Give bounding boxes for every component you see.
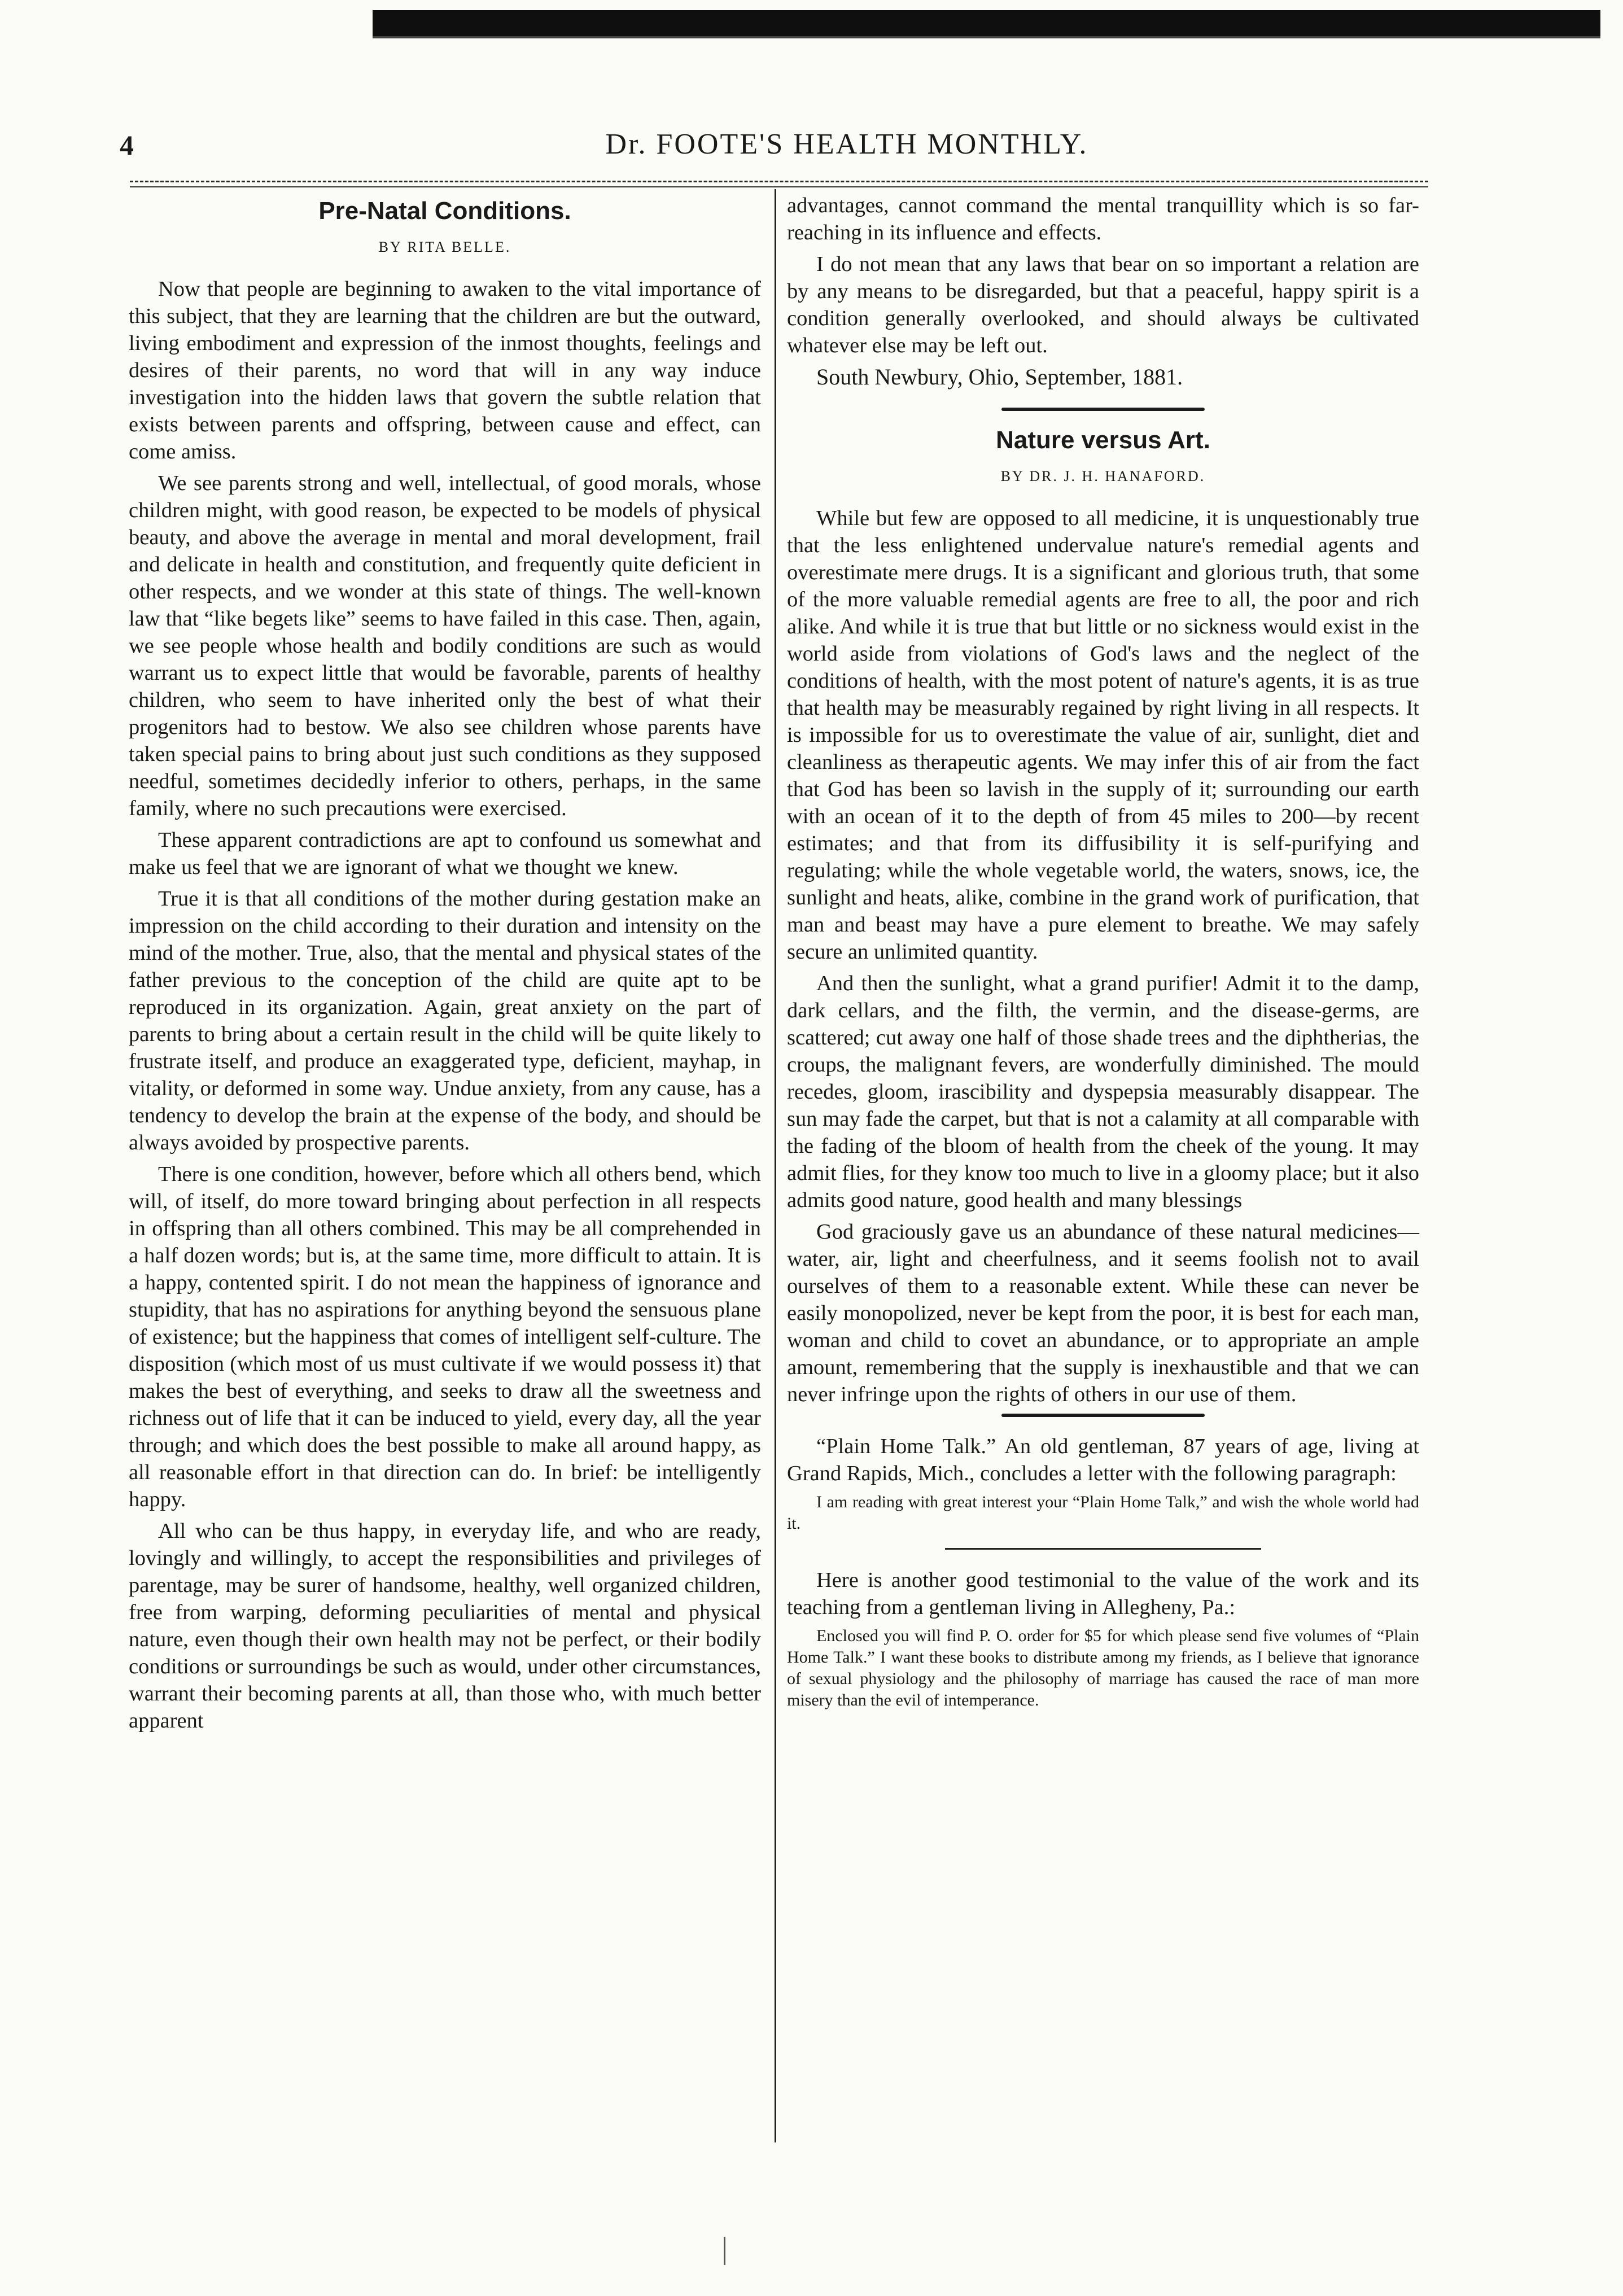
top-rule	[373, 36, 1600, 38]
header-dashed-rule	[130, 181, 1428, 182]
paragraph: These apparent contradictions are apt to confound us somewhat and make us feel that we are ignorant of what we thought we knew.	[129, 828, 761, 879]
paragraph: I do not mean that any laws that bear on so important a relation are by any means to be disregarded, but that a peaceful, happy spirit is a condition generally overlooked, and should always be cultivated whatever else may be left out.	[787, 252, 1419, 357]
note-paragraph: “Plain Home Talk.” An old gentleman, 87 years of age, living at Grand Rapids, Mich., concludes a letter with the following paragraph:	[787, 1435, 1419, 1485]
page-number: 4	[120, 129, 134, 161]
paragraph: And then the sunlight, what a grand purifier! Admit it to the damp, dark cellars, and the filth, the vermin, and the disease-germs, are scattered; cut away one half of those shade trees and the diphtherias, the croups, the malignant fevers, are wonderfully diminished. The mould recedes, gloom, irascibility and dyspepsia measurably disappear. The sun may fade the carpet, but that is not a calamity at all comparable with the fading of the bloom of health from the cheek of the young. It may admit flies, for they know too much to live in a gloomy place; but it also admits good nature, good health and many blessings	[787, 972, 1419, 1212]
paragraph: True it is that all conditions of the mother during gestation make an impression on the child according to their duration and intensity on the mind of the mother. True, also, that the mental and physical states of the father previous to the conception of the child are quite apt to be reproduced in its organization. Again, great anxiety on the part of parents to bring about a certain result in the child will be quite likely to frustrate itself, and produce an exaggerated type, deficient, mayhap, in vitality, or deformed in some way. Undue anxiety, from any cause, has a tendency to develop the brain at the expense of the body, and should be always avoided by prospective parents.	[129, 887, 761, 1154]
article-byline-prenatal: BY RITA BELLE.	[378, 239, 511, 255]
quoted-letter: Enclosed you will find P. O. order for $5 for which please send five volumes of “Plain Home Talk.” I want these books to distribute among my friends, as I believe that ignorance of sexual physiology and the philosophy of marriage has caused the race of man more misery than the evil of intemperance.	[787, 1626, 1419, 1709]
header-solid-rule	[130, 186, 1428, 187]
article-title-prenatal: Pre-Natal Conditions.	[318, 197, 571, 225]
right-column	[787, 192, 1419, 1716]
note-paragraph: Here is another good testimonial to the value of the work and its teaching from a gentleman living in Allegheny, Pa.:	[787, 1568, 1419, 1619]
article-title-nature: Nature versus Art.	[996, 426, 1210, 454]
top-black-bar	[373, 10, 1600, 36]
left-column	[129, 192, 761, 1739]
dateline: South Newbury, Ohio, September, 1881.	[816, 364, 1183, 390]
paragraph: While but few are opposed to all medicine, it is unquestionably true that the less enlightened undervalue nature's remedial agents and overestimate mere drugs. It is a significant and glorious truth, that some of the more valuable remedial agents are free to all, the poor and rich alike. And while it is true that but little or no sickness would exist in the world aside from violations of God's laws and the neglect of the conditions of health, with the most potent of nature's agents, it is as true that health may be measurably regained by right living in all respects. It is impossible for us to overestimate the value of air, sunlight, diet and cleanliness as therapeutic agents. We may infer this of air from the fact that God has been so lavish in the supply of it; surrounding our earth with an ocean of it to the depth of from 45 miles to 200—by recent estimates; and that from its diffusibility it is self-purifying and regulating; while the whole vegetable world, the waters, snows, ice, the sunlight and heats, alike, combine in the grand work of purification, that man and beast may have a pure element to breathe. We may safely secure an unlimited quantity.	[787, 506, 1419, 964]
short-divider	[945, 1548, 1261, 1550]
paragraph: God graciously gave us an abundance of these natural medicines—water, air, light and cheerfulness, and it seems foolish not to avail ourselves of them to a reasonable extent. While these can never be easily monopolized, never be kept from the poor, it is best for each man, woman and child to covet an abundance, or to appropriate an ample amount, remembering that the supply is inexhaustible and that we can never infringe upon the rights of others in our use of them.	[787, 1220, 1419, 1406]
quoted-letter: I am reading with great interest your “Plain Home Talk,” and wish the whole world had it.	[787, 1493, 1419, 1533]
article-byline-nature: BY DR. J. H. HANAFORD.	[1000, 468, 1206, 484]
paragraph: There is one condition, however, before which all others bend, which will, of itself, do more toward bringing about perfection in all respects in offspring than all others combined. This may be all comprehended in a half dozen words; but is, at the same time, more difficult to attain. It is a happy, contented spirit. I do not mean the happiness of ignorance and stupidity, that has no aspirations for anything beyond the sensuous plane of existence; but the happiness that comes of intelligent self-culture. The disposition (which most of us must cultivate if we would possess it) that makes the best of everything, and seeks to draw all the sweetness and richness out of life that it can be induced to yield, every day, all the year through; and which does the best possible to make all around happy, as all reasonable effort in that direction can do. In brief: be intelligently happy.	[129, 1162, 761, 1511]
running-head: Dr. FOOTE'S HEALTH MONTHLY.	[605, 128, 1088, 160]
paragraph-continued: advantages, cannot command the mental tranquillity which is so far-reaching in its influence and effects.	[787, 194, 1419, 244]
paragraph: All who can be thus happy, in everyday life, and who are ready, lovingly and willingly, to accept the responsibilities and privileges of parentage, may be surer of handsome, healthy, well organized children, free from warping, deforming peculiarities of mental and physical nature, even though their own health may not be perfect, or their bodily conditions or surroundings be such as would, under other circumstances, warrant their becoming parents at all, than those who, with much better apparent	[129, 1519, 761, 1733]
bottom-mark	[724, 2237, 725, 2265]
column-divider	[775, 189, 776, 2142]
ornamental-divider	[787, 408, 1419, 411]
paragraph: We see parents strong and well, intellectual, of good morals, whose children might, with good reason, be expected to be models of physical beauty, and above the average in mental and moral development, frail and delicate in health and constitution, and frequently quite deficient in other respects, and we wonder at this state of things. The well-known law that “like begets like” seems to have failed in this case. Then, again, we see people whose health and bodily conditions are such as would warrant us to expect little that would be favorable, parents of healthy children, who seem to have inherited only the best of what their progenitors had to bestow. We also see children whose parents have taken special pains to bring about just such conditions as they supposed needful, sometimes decidedly inferior to others, perhaps, in the same family, where no such precautions were exercised.	[129, 471, 761, 820]
ornamental-divider	[787, 1414, 1419, 1417]
paragraph: Now that people are beginning to awaken to the vital importance of this subject, that they are learning that the children are but the outward, living embodiment and expression of the inmost thoughts, feelings and desires of their parents, no word that will in any way induce investigation into the hidden laws that govern the subtle relation that exists between parents and offspring, between cause and effect, can come amiss.	[129, 277, 761, 463]
